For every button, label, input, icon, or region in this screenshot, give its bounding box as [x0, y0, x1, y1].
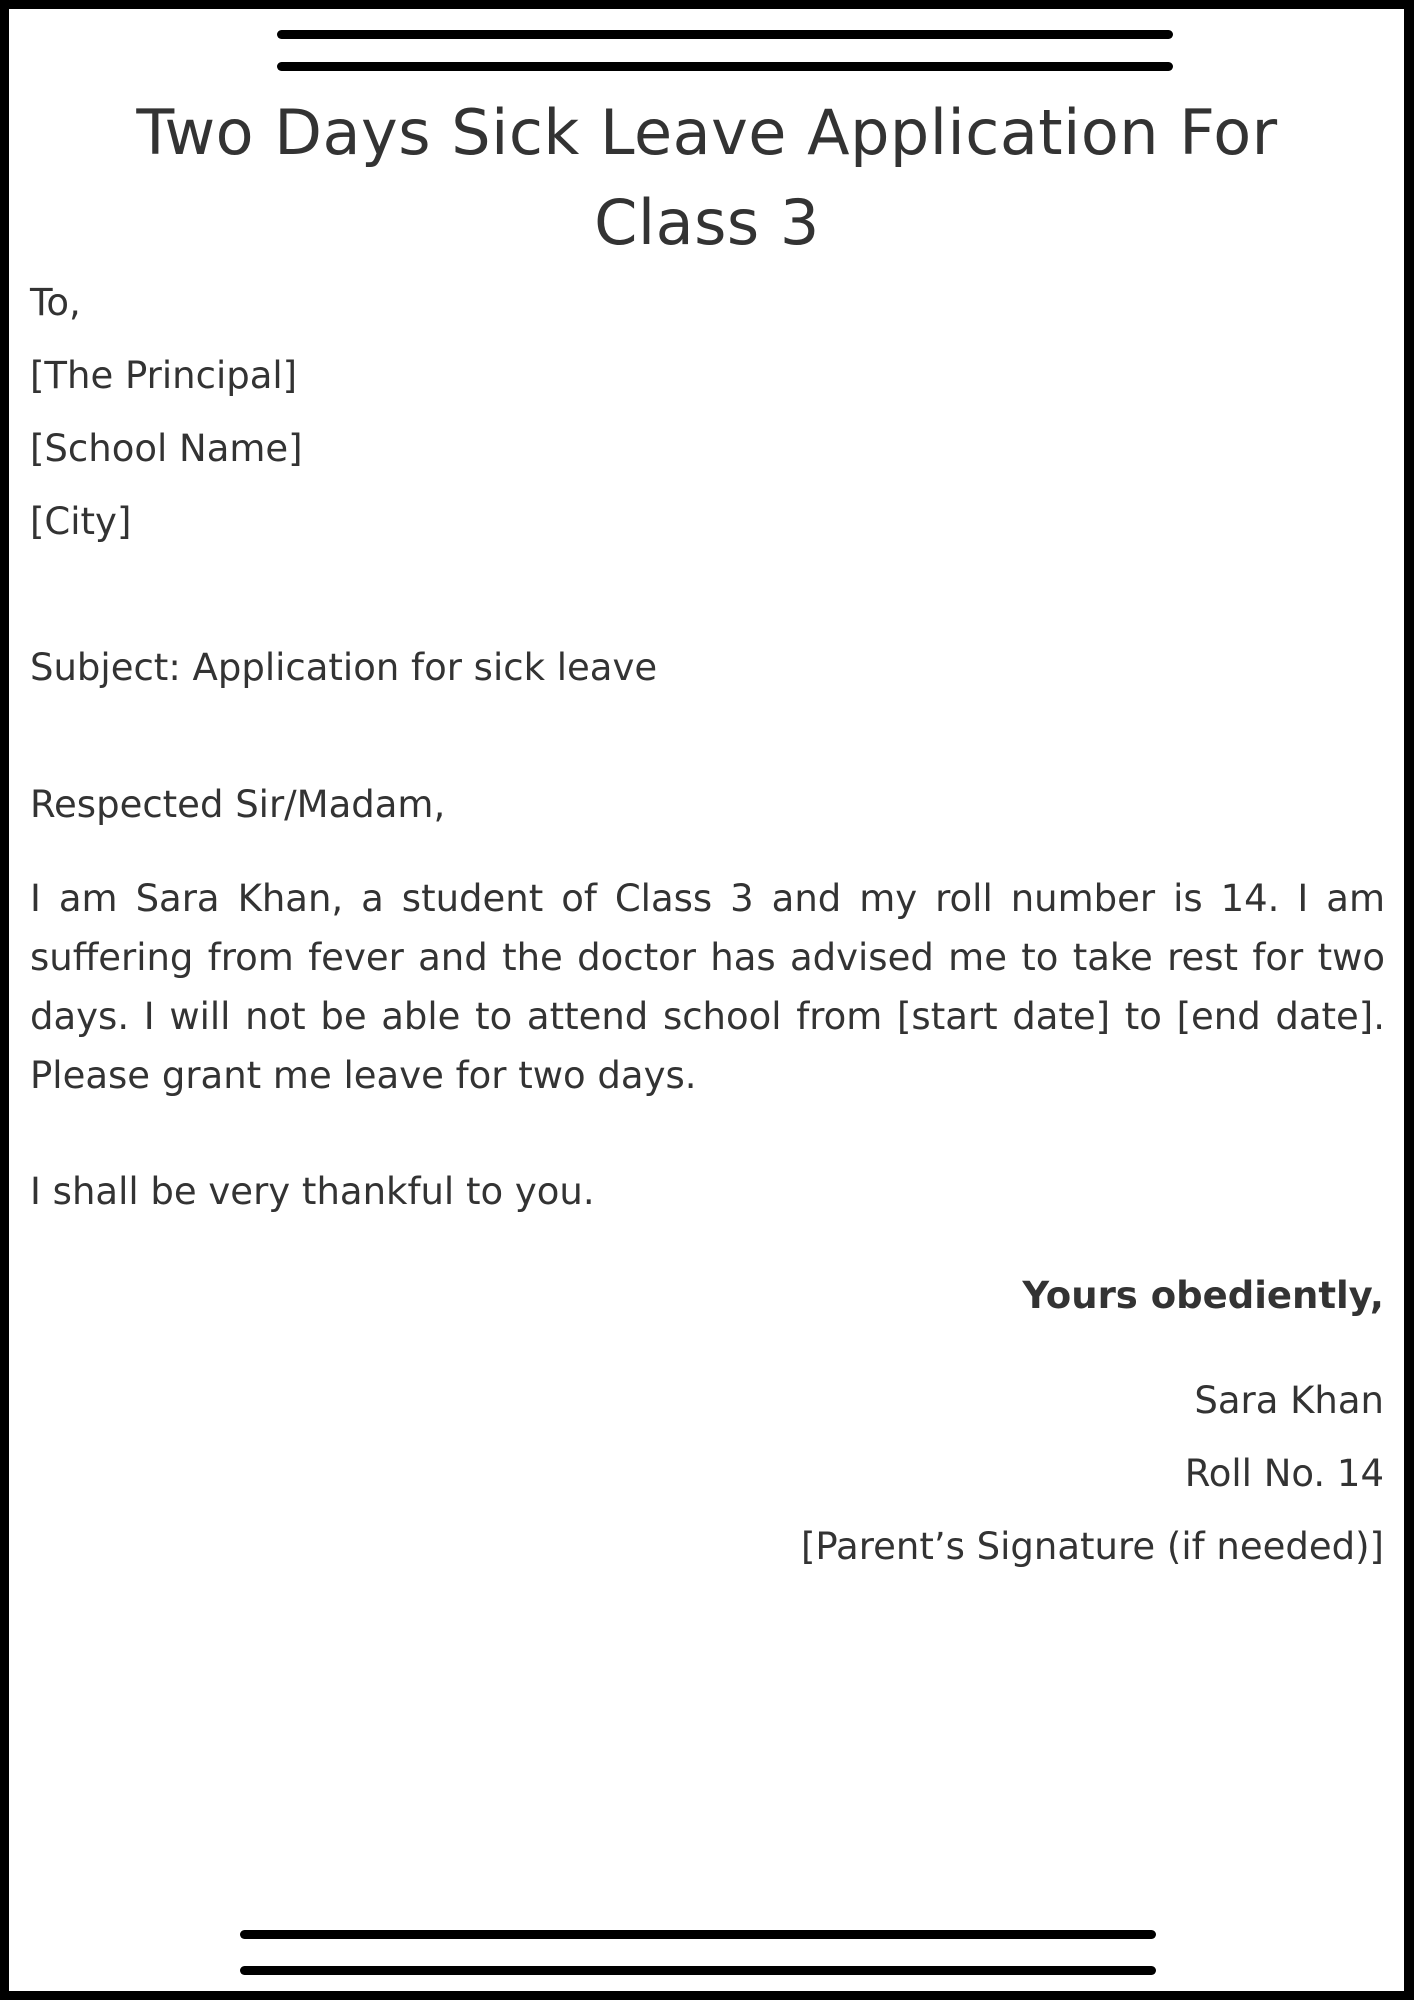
address-school: [School Name]: [30, 427, 303, 470]
bottom-decorative-rule-2: [240, 1966, 1156, 1975]
top-decorative-rule-2: [277, 62, 1173, 71]
sender-name: Sara Khan: [1194, 1379, 1384, 1422]
salutation: Respected Sir/Madam,: [30, 783, 446, 826]
closing-line: I shall be very thankful to you.: [30, 1170, 595, 1213]
address-to: To,: [30, 281, 81, 324]
parent-signature: [Parent’s Signature (if needed)]: [800, 1525, 1384, 1568]
subject-line: Subject: Application for sick leave: [30, 646, 658, 689]
page-title: Two Days Sick Leave Application For Class 3: [136, 96, 1278, 259]
address-city: [City]: [30, 500, 132, 543]
top-decorative-rule-1: [277, 30, 1173, 39]
body-paragraph: I am Sara Khan, a student of Class 3 and my roll number is 14. I am suffering from fever and the doctor has advised me to take rest for two days. I will not be able to attend school from [start date] to [end date]. Please grant me leave for two days.: [30, 877, 1385, 1097]
valediction: Yours obediently,: [1022, 1274, 1384, 1317]
bottom-decorative-rule-1: [240, 1930, 1156, 1939]
address-recipient: [The Principal]: [30, 354, 298, 397]
sender-roll-number: Roll No. 14: [1184, 1452, 1384, 1495]
